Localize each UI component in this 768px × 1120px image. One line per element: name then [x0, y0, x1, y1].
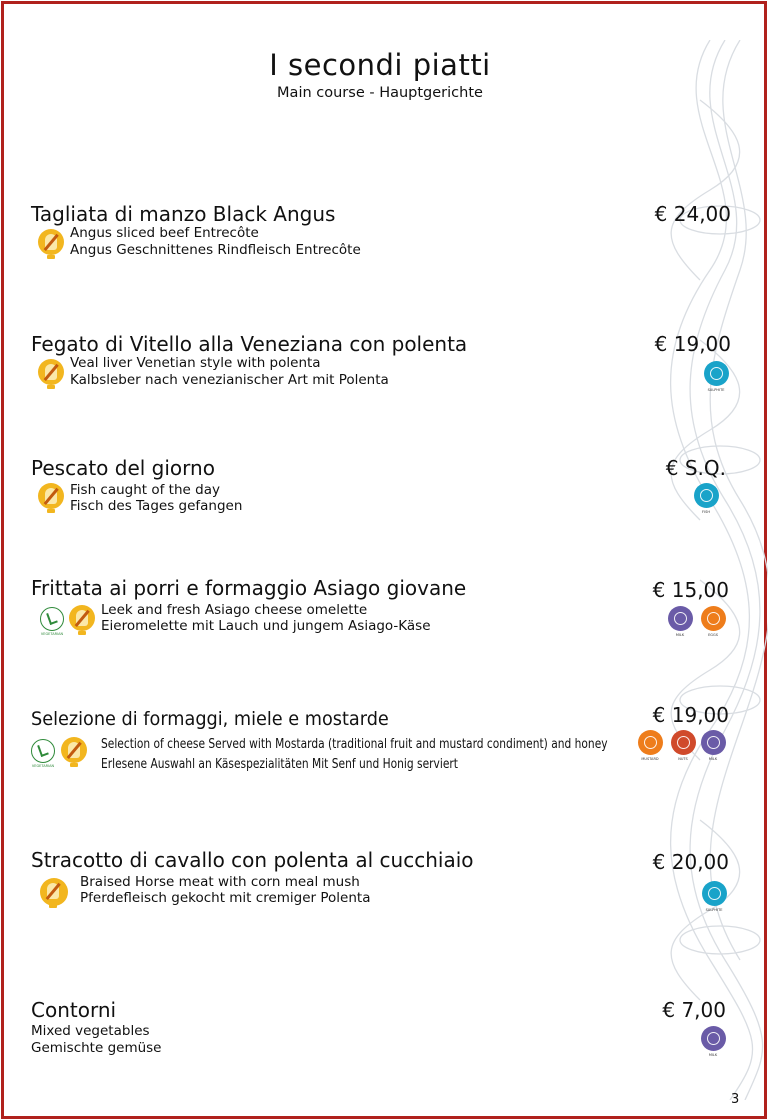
gluten-free-icon	[38, 229, 64, 255]
dish-description-de: Gemischte gemüse	[31, 1040, 162, 1056]
dish-description-de: Erlesene Auswahl an Käsespezialitäten Mit Senf und Honig serviert	[101, 757, 458, 772]
gluten-free-icon	[69, 605, 95, 631]
dish-price: € 15,00	[652, 578, 729, 602]
dish-name: Selezione di formaggi, miele e mostarde	[31, 708, 389, 730]
allergen-label: SULPHITE	[707, 388, 725, 392]
dish-description-de: Pferdefleisch gekocht mit cremiger Polenta	[80, 890, 371, 906]
dish-description-en: Fish caught of the day	[70, 482, 220, 498]
allergen-label: MILK	[675, 633, 685, 637]
dish-description-en: Veal liver Venetian style with polenta	[70, 355, 321, 371]
dish-price: € 24,00	[654, 202, 731, 226]
decorative-swirl	[640, 40, 768, 1100]
allergen-label: NUTS	[678, 757, 688, 761]
dish-description-en: Selection of cheese Served with Mostarda (traditional fruit and mustard condiment) and honey	[101, 737, 608, 752]
sulphites-icon	[702, 881, 727, 906]
vegetarian-label: VEGETARIAN	[31, 764, 55, 768]
dish-price: € 7,00	[662, 998, 726, 1022]
dish-description-en: Braised Horse meat with corn meal mush	[80, 874, 360, 890]
allergen-label: SULPHITE	[705, 908, 723, 912]
dish-name: Frittata ai porri e formaggio Asiago giovane	[31, 576, 467, 600]
dish-description-en: Angus sliced beef Entrecôte	[70, 225, 259, 241]
allergen-label: MILK	[708, 1053, 718, 1057]
fish-icon	[694, 483, 719, 508]
dish-price: € 20,00	[652, 850, 729, 874]
page-title: I secondi piatti	[269, 48, 491, 82]
sulphites-icon	[704, 361, 729, 386]
dish-description-de: Angus Geschnittenes Rindfleisch Entrecôte	[70, 242, 361, 258]
dish-name: Tagliata di manzo Black Angus	[31, 202, 336, 226]
mustard-icon	[638, 730, 663, 755]
dish-price: € 19,00	[652, 703, 729, 727]
allergen-label: EGGS	[708, 633, 718, 637]
milk-icon	[701, 1026, 726, 1051]
allergen-label: MILK	[708, 757, 718, 761]
dish-description-de: Eieromelette mit Lauch und jungem Asiago-Käse	[101, 618, 431, 634]
page-number: 3	[731, 1092, 740, 1107]
vegetarian-icon	[31, 739, 55, 763]
dish-name: Pescato del giorno	[31, 456, 215, 480]
dish-name: Contorni	[31, 998, 117, 1022]
dish-price: € S.Q.	[665, 456, 726, 480]
page-subtitle: Main course - Hauptgerichte	[277, 85, 483, 101]
milk-icon	[668, 606, 693, 631]
eggs-icon	[701, 606, 726, 631]
dish-description-en: Mixed vegetables	[31, 1023, 150, 1039]
dish-name: Fegato di Vitello alla Veneziana con polenta	[31, 332, 468, 356]
dish-description-de: Fisch des Tages gefangen	[70, 498, 243, 514]
milk-icon	[701, 730, 726, 755]
dish-price: € 19,00	[654, 332, 731, 356]
allergen-label: MUSTARD	[641, 757, 659, 761]
gluten-free-icon	[61, 737, 87, 763]
dish-description-de: Kalbsleber nach venezianischer Art mit Polenta	[70, 372, 389, 388]
gluten-free-icon	[38, 359, 64, 385]
dish-description-en: Leek and fresh Asiago cheese omelette	[101, 602, 368, 618]
allergen-label: FISH	[702, 510, 710, 514]
gluten-free-icon	[40, 878, 68, 906]
vegetarian-icon	[40, 607, 64, 631]
vegetarian-label: VEGETARIAN	[40, 632, 64, 636]
dish-name: Stracotto di cavallo con polenta al cucchiaio	[31, 848, 474, 872]
nuts-icon	[671, 730, 696, 755]
gluten-free-icon	[38, 483, 64, 509]
